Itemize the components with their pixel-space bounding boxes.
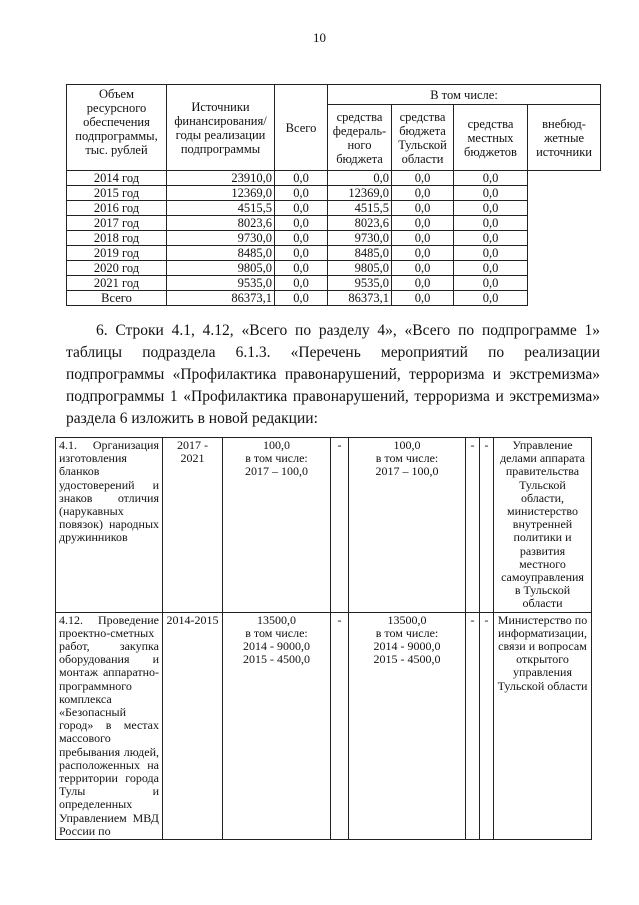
local-value: 0,0 xyxy=(392,171,454,186)
measure-total-line: 100,0 xyxy=(263,438,290,452)
total-value: 86373,1 xyxy=(167,291,275,306)
extrabudgetary-value: 0,0 xyxy=(454,216,528,231)
measures-table xyxy=(55,437,592,840)
measure-regional-line: 2017 – 100,0 xyxy=(375,464,439,479)
local-value: 0,0 xyxy=(392,276,454,291)
measure-total-line: 2015 - 4500,0 xyxy=(243,652,310,667)
extrabudgetary-value: 0,0 xyxy=(454,261,528,276)
extrabudgetary-value: 0,0 xyxy=(454,171,528,186)
row-label: 2016 год xyxy=(67,201,167,216)
federal-value: 0,0 xyxy=(275,276,328,291)
row-label: 2019 год xyxy=(67,246,167,261)
local-value: 0,0 xyxy=(392,261,454,276)
measure-total xyxy=(223,612,331,839)
local-value: 0,0 xyxy=(392,246,454,261)
federal-value: 0,0 xyxy=(275,171,328,186)
measure-name: 4.1. Организация изготовления бланков удостоверений и знаков отличия (нарукавных повязок) народных дружинников xyxy=(56,438,163,613)
row-label: 2015 год xyxy=(67,186,167,201)
header-funding-source: Источники финансирования/ годы реализации подпрограммы xyxy=(167,85,275,171)
header-regional-budget: средства бюджета Тульской области xyxy=(392,105,454,171)
total-value: 8023,6 xyxy=(167,216,275,231)
funding-row xyxy=(67,291,601,306)
measure-regional-line: в том числе: xyxy=(375,451,439,466)
measure-federal: - xyxy=(331,438,349,613)
regional-value: 9805,0 xyxy=(328,261,392,276)
extrabudgetary-value: 0,0 xyxy=(454,291,528,306)
header-total: Всего xyxy=(275,85,328,171)
extrabudgetary-value: 0,0 xyxy=(454,231,528,246)
measure-regional-line: 2014 - 9000,0 xyxy=(373,639,441,654)
local-value: 0,0 xyxy=(392,186,454,201)
funding-row xyxy=(67,246,601,261)
measure-row xyxy=(56,438,592,613)
funding-row xyxy=(67,186,601,201)
measure-extra: - xyxy=(480,438,494,613)
header-extrabudgetary: внебюд-жетные источники xyxy=(528,105,601,171)
row-label: Всего xyxy=(67,291,167,306)
total-value: 9805,0 xyxy=(167,261,275,276)
measure-local: - xyxy=(466,612,480,839)
measure-years: 2014-2015 xyxy=(163,612,223,839)
header-federal-budget: средства федераль-ного бюджета xyxy=(328,105,392,171)
regional-value: 8023,6 xyxy=(328,216,392,231)
regional-value: 9535,0 xyxy=(328,276,392,291)
row-label: 2021 год xyxy=(67,276,167,291)
funding-row xyxy=(67,261,601,276)
federal-value: 0,0 xyxy=(275,246,328,261)
measure-federal: - xyxy=(331,612,349,839)
amendment-paragraph: 6. Строки 4.1, 4.12, «Всего по разделу 4», «Всего по подпрограмме 1» таблицы подраздела 6.1.3. «Перечень мероприятий по реализации подпрограммы «Профилактика правонарушений, терроризма и экстремизма» подпрограммы 1 «Профилактика правонарушений, терроризма и экстремизма» раздела 6 изложить в новой редакции: xyxy=(66,322,600,427)
row-label: 2017 год xyxy=(67,216,167,231)
total-value: 9535,0 xyxy=(167,276,275,291)
funding-table xyxy=(66,84,601,306)
total-value: 12369,0 xyxy=(167,186,275,201)
measure-name: 4.12. Проведение проектно-сметных работ, закупка оборудования и монтаж аппаратно-программного комплекса «Безопасный город» в местах массового пребывания людей, расположенных на территории города Тулы и определенных Управлением МВД России по xyxy=(56,612,163,839)
page-number: 10 xyxy=(313,30,326,45)
measure-executor: Министерство по информатизации, связи и вопросам открытого управления Тульской области xyxy=(494,612,592,839)
measure-total-line: в том числе: xyxy=(245,625,308,640)
regional-value: 4515,5 xyxy=(328,201,392,216)
total-value: 4515,5 xyxy=(167,201,275,216)
measure-total-line: в том числе: xyxy=(245,451,308,466)
federal-value: 0,0 xyxy=(275,291,328,306)
local-value: 0,0 xyxy=(392,201,454,216)
extrabudgetary-value: 0,0 xyxy=(454,276,528,291)
measure-total-line: 13500,0 xyxy=(257,612,296,627)
federal-value: 0,0 xyxy=(275,186,328,201)
federal-value: 0,0 xyxy=(275,201,328,216)
federal-value: 0,0 xyxy=(275,231,328,246)
measure-total-line: 2014 - 9000,0 xyxy=(243,639,310,654)
measure-regional-line: в том числе: xyxy=(375,625,439,640)
measure-row xyxy=(56,612,592,839)
measure-regional-line: 100,0 xyxy=(393,438,421,452)
measure-executor: Управление делами аппарата правительства Тульской области, министерство внутренней политики и развития местного самоуправления в Тульской области xyxy=(494,438,592,613)
measure-extra: - xyxy=(480,612,494,839)
local-value: 0,0 xyxy=(392,216,454,231)
federal-value: 0,0 xyxy=(275,216,328,231)
measure-local: - xyxy=(466,438,480,613)
regional-value: 0,0 xyxy=(328,171,392,186)
regional-value: 86373,1 xyxy=(328,291,392,306)
row-label: 2020 год xyxy=(67,261,167,276)
total-value: 9730,0 xyxy=(167,231,275,246)
measure-years: 2017 - 2021 xyxy=(163,438,223,613)
header-resource-volume: Объем ресурсного обеспечения подпрограммы, тыс. рублей xyxy=(67,85,167,171)
local-value: 0,0 xyxy=(392,231,454,246)
funding-row xyxy=(67,276,601,291)
header-local-budgets: средства местных бюджетов xyxy=(454,105,528,171)
row-label: 2018 год xyxy=(67,231,167,246)
funding-row xyxy=(67,231,601,246)
extrabudgetary-value: 0,0 xyxy=(454,246,528,261)
total-value: 8485,0 xyxy=(167,246,275,261)
measure-total xyxy=(223,438,331,613)
regional-value: 12369,0 xyxy=(328,186,392,201)
federal-value: 0,0 xyxy=(275,261,328,276)
extrabudgetary-value: 0,0 xyxy=(454,186,528,201)
measure-regional xyxy=(349,612,466,839)
measure-regional-line: 2015 - 4500,0 xyxy=(373,652,441,667)
measure-regional xyxy=(349,438,466,613)
header-including: В том числе: xyxy=(328,85,601,105)
extrabudgetary-value: 0,0 xyxy=(454,201,528,216)
total-value: 23910,0 xyxy=(167,171,275,186)
funding-row xyxy=(67,201,601,216)
local-value: 0,0 xyxy=(392,291,454,306)
funding-row xyxy=(67,171,601,186)
measure-total-line: 2017 – 100,0 xyxy=(245,464,308,479)
regional-value: 9730,0 xyxy=(328,231,392,246)
row-label: 2014 год xyxy=(67,171,167,186)
regional-value: 8485,0 xyxy=(328,246,392,261)
measure-regional-line: 13500,0 xyxy=(387,612,427,627)
funding-row xyxy=(67,216,601,231)
